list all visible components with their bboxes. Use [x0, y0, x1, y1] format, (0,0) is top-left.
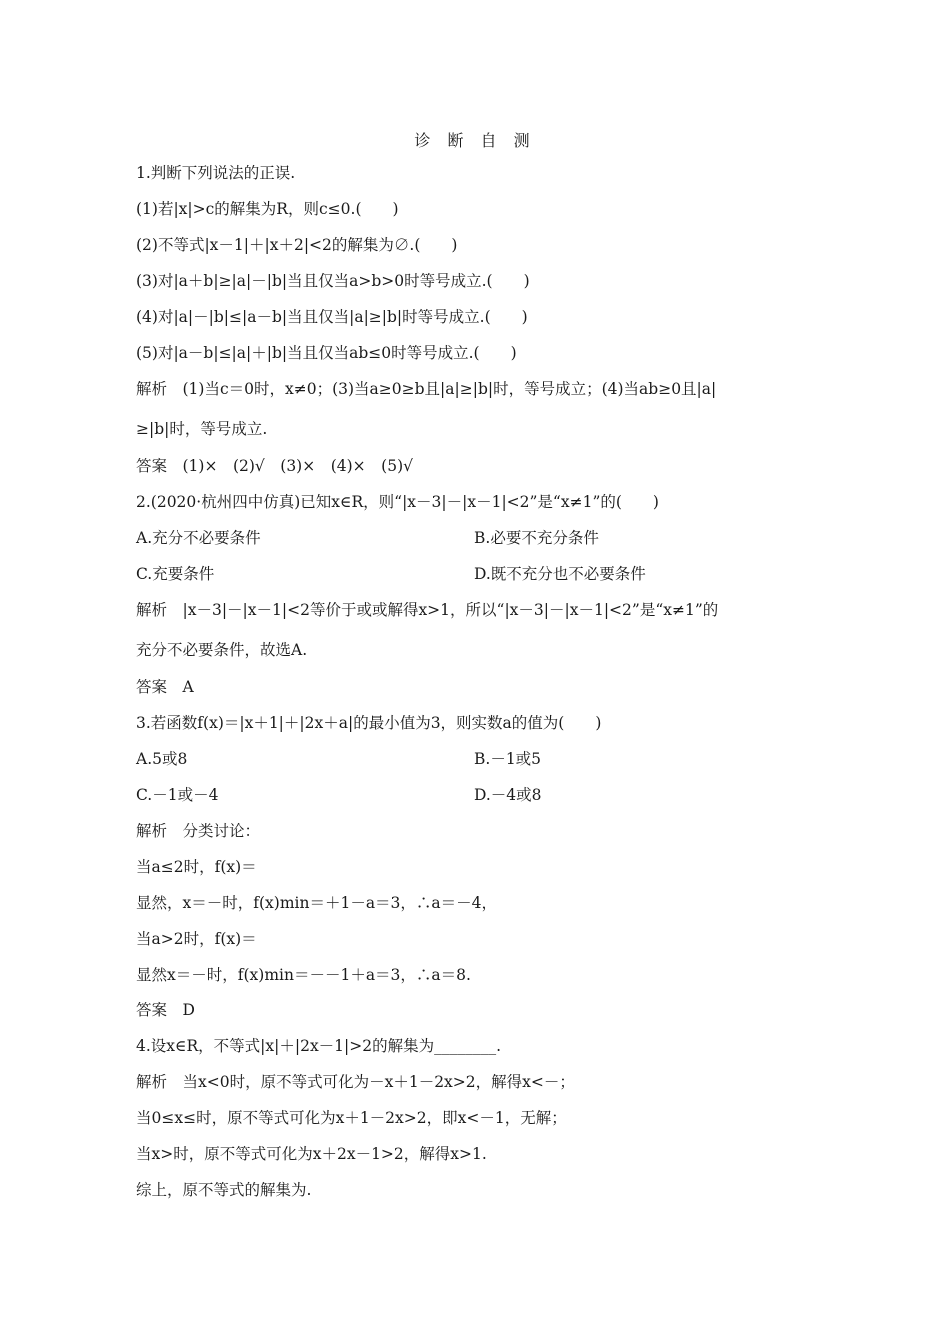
q1-analysis-line-1: 解析 (1)当c＝0时，x≠0；(3)当a≥0≥b且|a|≥|b|时，等号成立；(4)当ab≥0且|a| — [136, 380, 717, 398]
q3-analysis-line-5: 显然x＝－时，f(x)min＝－－1＋a＝3，∴a＝8. — [136, 966, 471, 984]
q1-item-5: (5)对|a－b|≤|a|＋|b|当且仅当ab≤0时等号成立.( ) — [136, 344, 517, 362]
q3-answer: 答案 D — [136, 1001, 195, 1019]
q2-analysis-line-1: 解析 |x－3|－|x－1|<2等价于或或解得x>1，所以“|x－3|－|x－1|<2”是“x≠1”的 — [136, 601, 719, 619]
q2-answer: 答案 A — [136, 678, 194, 696]
q4-analysis-line-4: 综上，原不等式的解集为. — [136, 1181, 312, 1199]
q3-analysis-line-3: 显然，x＝－时，f(x)min＝＋1－a＝3，∴a＝－4， — [136, 894, 498, 912]
q4-analysis-line-3: 当x>时，原不等式可化为x＋2x－1>2，解得x>1. — [136, 1145, 487, 1163]
q3-analysis-line-2: 当a≤2时，f(x)＝ — [136, 858, 257, 876]
q2-option-d: D.既不充分也不必要条件 — [474, 565, 646, 583]
q3-analysis-line-4: 当a>2时，f(x)＝ — [136, 930, 257, 948]
q4-stem: 4.设x∈R，不等式|x|＋|2x－1|>2的解集为________. — [136, 1037, 502, 1055]
q1-item-4: (4)对|a|－|b|≤|a－b|当且仅当|a|≥|b|时等号成立.( ) — [136, 308, 528, 326]
q1-stem: 1.判断下列说法的正误. — [136, 164, 296, 182]
q1-item-1: (1)若|x|>c的解集为R，则c≤0.( ) — [136, 200, 399, 218]
q3-option-c: C.－1或－4 — [136, 786, 219, 804]
q2-option-c: C.充要条件 — [136, 565, 215, 583]
q3-option-b: B.－1或5 — [474, 750, 542, 768]
q3-option-a: A.5或8 — [136, 750, 188, 768]
q1-item-2: (2)不等式|x－1|＋|x＋2|<2的解集为∅.( ) — [136, 236, 458, 254]
q2-option-a: A.充分不必要条件 — [136, 529, 261, 547]
q3-stem: 3.若函数f(x)＝|x＋1|＋|2x＋a|的最小值为3，则实数a的值为( ) — [136, 714, 602, 732]
q1-analysis-line-2: ≥|b|时，等号成立. — [136, 420, 268, 438]
q3-option-d: D.－4或8 — [474, 786, 542, 804]
q2-option-b: B.必要不充分条件 — [474, 529, 599, 547]
q4-analysis-line-2: 当0≤x≤时，原不等式可化为x＋1－2x>2，即x<－1，无解； — [136, 1109, 567, 1127]
q1-item-3: (3)对|a＋b|≥|a|－|b|当且仅当a>b>0时等号成立.( ) — [136, 272, 530, 290]
q2-analysis-line-2: 充分不必要条件，故选A. — [136, 641, 308, 659]
q3-analysis-line-1: 解析 分类讨论： — [136, 822, 261, 840]
q1-answer: 答案 (1)× (2)√ (3)× (4)× (5)√ — [136, 457, 413, 475]
q4-analysis-line-1: 解析 当x<0时，原不等式可化为－x＋1－2x>2，解得x<－； — [136, 1073, 575, 1091]
q2-stem: 2.(2020·杭州四中仿真)已知x∈R，则“|x－3|－|x－1|<2”是“x≠1”的( ) — [136, 493, 659, 511]
page-title: 诊 断 自 测 — [414, 131, 536, 150]
